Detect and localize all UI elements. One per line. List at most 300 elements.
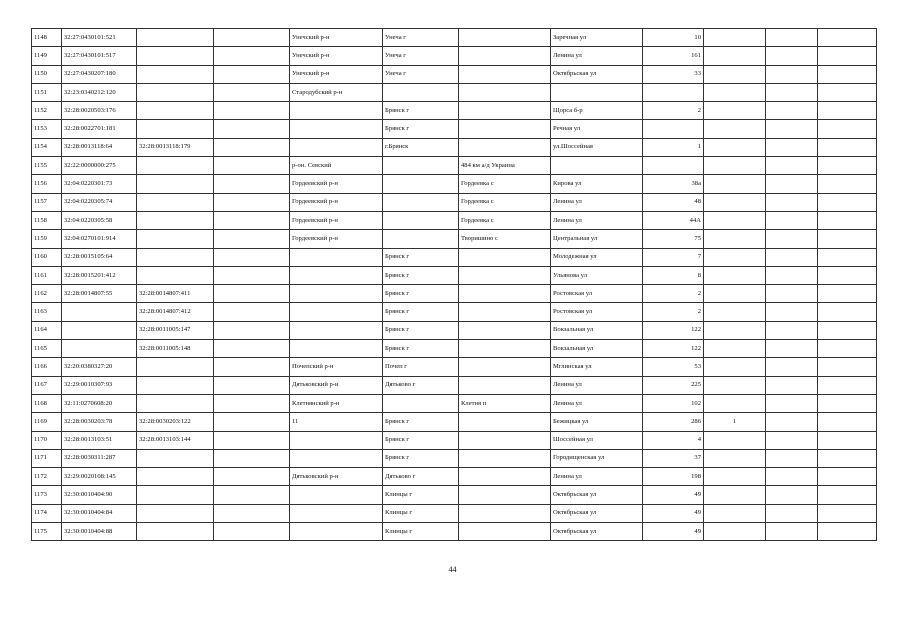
street-cell: Вокзальная ул [551,340,643,358]
extra-cell [704,175,766,193]
street-cell [551,157,643,175]
cadastral-number-cell: 32:27:0430101:521 [62,29,137,47]
extra-cell [766,65,818,83]
city-cell: Брянск г [383,431,459,449]
district-cell [290,303,383,321]
related-cadastral-number-cell [137,358,214,376]
extra-cell [704,29,766,47]
extra-cell [766,321,818,339]
extra-cell [818,340,877,358]
empty-cell [214,47,290,65]
house-number-cell: 198 [643,468,704,486]
row-number-cell: 1164 [32,321,62,339]
extra-cell [766,340,818,358]
table-row [32,413,877,431]
city-cell: Клинцы г [383,486,459,504]
street-cell [551,83,643,101]
extra-cell [818,47,877,65]
extra-cell [818,449,877,467]
extra-cell [704,266,766,284]
extra-cell [766,358,818,376]
street-cell: Ленина ул [551,468,643,486]
settlement-cell [459,65,551,83]
extra-cell [766,47,818,65]
house-number-cell: 10 [643,29,704,47]
extra-cell [704,340,766,358]
extra-cell [704,211,766,229]
table-row [32,340,877,358]
empty-cell [214,102,290,120]
related-cadastral-number-cell [137,394,214,412]
street-cell: Речная ул [551,120,643,138]
extra-cell [704,321,766,339]
empty-cell [214,504,290,522]
extra-cell [818,193,877,211]
empty-cell [214,358,290,376]
district-cell: Унечский р-н [290,47,383,65]
related-cadastral-number-cell [137,230,214,248]
row-number-cell: 1151 [32,83,62,101]
table-row [32,83,877,101]
extra-cell [704,394,766,412]
table-row [32,285,877,303]
settlement-cell [459,266,551,284]
table-row [32,211,877,229]
extra-cell [818,413,877,431]
empty-cell [214,266,290,284]
row-number-cell: 1167 [32,376,62,394]
district-cell: Унечский р-н [290,65,383,83]
extra-cell [818,138,877,156]
extra-cell [766,230,818,248]
house-number-cell: 1 [643,138,704,156]
cadastral-number-cell: 32:04:0220305:58 [62,211,137,229]
empty-cell [214,321,290,339]
house-number-cell: 4 [643,431,704,449]
extra-cell [704,193,766,211]
extra-cell [766,175,818,193]
empty-cell [214,138,290,156]
city-cell: Клинцы г [383,523,459,541]
house-number-cell: 49 [643,504,704,522]
extra-cell [818,486,877,504]
extra-cell [766,157,818,175]
row-number-cell: 1154 [32,138,62,156]
related-cadastral-number-cell: 32:28:0011005:147 [137,321,214,339]
street-cell: Молодежная ул [551,248,643,266]
district-cell [290,138,383,156]
extra-cell [818,211,877,229]
settlement-cell [459,376,551,394]
cadastral-number-cell: 32:23:0340212:120 [62,83,137,101]
settlement-cell: Гордеевка с [459,211,551,229]
table-row [32,175,877,193]
empty-cell [214,486,290,504]
city-cell [383,230,459,248]
settlement-cell [459,504,551,522]
house-number-cell: 44А [643,211,704,229]
district-cell: Унечский р-н [290,29,383,47]
empty-cell [214,303,290,321]
extra-cell [766,523,818,541]
extra-cell [704,486,766,504]
extra-cell [818,65,877,83]
district-cell [290,248,383,266]
table-row [32,358,877,376]
house-number-cell [643,83,704,101]
settlement-cell [459,523,551,541]
table-row [32,468,877,486]
table-row [32,65,877,83]
city-cell: Брянск г [383,285,459,303]
city-cell [383,394,459,412]
row-number-cell: 1149 [32,47,62,65]
settlement-cell [459,340,551,358]
row-number-cell: 1163 [32,303,62,321]
cadastral-number-cell: 32:11:0270608:20 [62,394,137,412]
settlement-cell [459,47,551,65]
registry-table [31,28,877,541]
extra-cell [818,523,877,541]
house-number-cell: 49 [643,523,704,541]
house-number-cell: 2 [643,102,704,120]
cadastral-number-cell: 32:28:0015201:412 [62,266,137,284]
settlement-cell [459,468,551,486]
related-cadastral-number-cell [137,193,214,211]
table-row [32,157,877,175]
city-cell: Дятьково г [383,468,459,486]
row-number-cell: 1159 [32,230,62,248]
row-number-cell: 1160 [32,248,62,266]
row-number-cell: 1165 [32,340,62,358]
row-number-cell: 1152 [32,102,62,120]
empty-cell [214,83,290,101]
street-cell: Щорса б-р [551,102,643,120]
street-cell: Бежицкая ул [551,413,643,431]
city-cell: Дятьково г [383,376,459,394]
table-row [32,138,877,156]
city-cell: Унеча г [383,29,459,47]
row-number-cell: 1174 [32,504,62,522]
related-cadastral-number-cell [137,523,214,541]
table-row [32,47,877,65]
empty-cell [214,431,290,449]
city-cell: г.Брянск [383,138,459,156]
empty-cell [214,523,290,541]
settlement-cell: Клетня п [459,394,551,412]
house-number-cell: 7 [643,248,704,266]
settlement-cell [459,486,551,504]
extra-cell [766,211,818,229]
related-cadastral-number-cell [137,376,214,394]
street-cell: Октябрьская ул [551,486,643,504]
house-number-cell: 38а [643,175,704,193]
house-number-cell [643,157,704,175]
related-cadastral-number-cell [137,120,214,138]
house-number-cell [643,120,704,138]
related-cadastral-number-cell [137,83,214,101]
row-number-cell: 1171 [32,449,62,467]
extra-cell [766,486,818,504]
house-number-cell: 225 [643,376,704,394]
related-cadastral-number-cell [137,47,214,65]
cadastral-number-cell: 32:28:0022701:181 [62,120,137,138]
cadastral-number-cell: 32:29:0010307:93 [62,376,137,394]
street-cell: Ленина ул [551,394,643,412]
table-row [32,486,877,504]
row-number-cell: 1155 [32,157,62,175]
empty-cell [214,211,290,229]
settlement-cell [459,248,551,266]
extra-cell [704,102,766,120]
house-number-cell: 48 [643,193,704,211]
extra-cell [766,285,818,303]
city-cell [383,211,459,229]
extra-cell [818,175,877,193]
empty-cell [214,65,290,83]
extra-cell [818,157,877,175]
extra-cell [818,248,877,266]
city-cell: Унеча г [383,65,459,83]
district-cell [290,340,383,358]
district-cell: Дятьковский р-н [290,468,383,486]
settlement-cell: 484 км а/д Украина [459,157,551,175]
district-cell [290,431,383,449]
row-number-cell: 1175 [32,523,62,541]
street-cell: Ленина ул [551,193,643,211]
city-cell: Унеча г [383,47,459,65]
extra-cell [766,376,818,394]
row-number-cell: 1158 [32,211,62,229]
related-cadastral-number-cell: 32:28:0014807:411 [137,285,214,303]
row-number-cell: 1172 [32,468,62,486]
extra-cell [766,449,818,467]
extra-cell [766,266,818,284]
related-cadastral-number-cell: 32:28:0011005:148 [137,340,214,358]
empty-cell [214,340,290,358]
street-cell: ул.Шоссейная [551,138,643,156]
settlement-cell [459,431,551,449]
district-cell: 11 [290,413,383,431]
city-cell [383,83,459,101]
empty-cell [214,376,290,394]
extra-cell [818,504,877,522]
extra-cell [818,120,877,138]
extra-cell [704,138,766,156]
extra-cell [704,83,766,101]
related-cadastral-number-cell [137,504,214,522]
cadastral-number-cell: 32:29:0020108:145 [62,468,137,486]
related-cadastral-number-cell [137,65,214,83]
related-cadastral-number-cell [137,486,214,504]
empty-cell [214,175,290,193]
cadastral-number-cell: 32:28:0030311:287 [62,449,137,467]
district-cell [290,120,383,138]
city-cell: Брянск г [383,413,459,431]
district-cell [290,504,383,522]
empty-cell [214,248,290,266]
extra-cell [818,102,877,120]
related-cadastral-number-cell [137,211,214,229]
cadastral-number-cell: 32:28:0014807:55 [62,285,137,303]
table-row [32,193,877,211]
cadastral-number-cell: 32:04:0270101:914 [62,230,137,248]
row-number-cell: 1157 [32,193,62,211]
street-cell: Ленина ул [551,211,643,229]
cadastral-number-cell: 32:30:0010404:90 [62,486,137,504]
empty-cell [214,413,290,431]
extra-cell [704,230,766,248]
district-cell [290,523,383,541]
related-cadastral-number-cell [137,102,214,120]
settlement-cell: Творишино с [459,230,551,248]
related-cadastral-number-cell [137,29,214,47]
extra-cell: 1 [704,413,766,431]
cadastral-number-cell: 32:04:0220301:73 [62,175,137,193]
city-cell: Брянск г [383,266,459,284]
cadastral-number-cell: 32:30:0010404:84 [62,504,137,522]
street-cell: Ленина ул [551,47,643,65]
table-row [32,523,877,541]
empty-cell [214,29,290,47]
row-number-cell: 1169 [32,413,62,431]
district-cell: Дятьковский р-н [290,376,383,394]
extra-cell [818,376,877,394]
district-cell [290,266,383,284]
row-number-cell: 1173 [32,486,62,504]
cadastral-number-cell: 32:28:0013103:51 [62,431,137,449]
extra-cell [818,394,877,412]
related-cadastral-number-cell: 32:28:0013118:179 [137,138,214,156]
city-cell [383,175,459,193]
settlement-cell [459,413,551,431]
house-number-cell: 161 [643,47,704,65]
extra-cell [766,303,818,321]
table-row [32,120,877,138]
house-number-cell: 122 [643,340,704,358]
related-cadastral-number-cell [137,175,214,193]
house-number-cell: 102 [643,394,704,412]
related-cadastral-number-cell: 32:28:0013103:144 [137,431,214,449]
extra-cell [704,523,766,541]
house-number-cell: 37 [643,449,704,467]
cadastral-number-cell: 32:22:0000000:275 [62,157,137,175]
settlement-cell [459,449,551,467]
row-number-cell: 1166 [32,358,62,376]
cadastral-number-cell [62,340,137,358]
district-cell [290,321,383,339]
extra-cell [704,303,766,321]
cadastral-number-cell: 32:28:0013118:64 [62,138,137,156]
row-number-cell: 1170 [32,431,62,449]
extra-cell [766,468,818,486]
city-cell: Брянск г [383,102,459,120]
table-row [32,449,877,467]
extra-cell [704,285,766,303]
extra-cell [766,504,818,522]
table-row [32,321,877,339]
table-row [32,29,877,47]
row-number-cell: 1161 [32,266,62,284]
city-cell: Брянск г [383,303,459,321]
settlement-cell [459,321,551,339]
registry-table-body [32,29,877,541]
city-cell: Брянск г [383,449,459,467]
house-number-cell: 286 [643,413,704,431]
extra-cell [704,47,766,65]
house-number-cell: 33 [643,65,704,83]
extra-cell [818,230,877,248]
city-cell: Брянск г [383,120,459,138]
related-cadastral-number-cell [137,157,214,175]
street-cell: Октябрьская ул [551,504,643,522]
district-cell: Гордеевский р-н [290,175,383,193]
cadastral-number-cell: 32:30:0010404:88 [62,523,137,541]
settlement-cell: Гордеевка с [459,175,551,193]
district-cell: р-он. Севский [290,157,383,175]
district-cell [290,449,383,467]
cadastral-number-cell: 32:04:0220305:74 [62,193,137,211]
extra-cell [818,266,877,284]
table-row [32,431,877,449]
house-number-cell: 2 [643,285,704,303]
settlement-cell [459,83,551,101]
extra-cell [704,157,766,175]
cadastral-number-cell: 32:28:0020503:176 [62,102,137,120]
empty-cell [214,449,290,467]
table-row [32,230,877,248]
settlement-cell [459,285,551,303]
settlement-cell [459,120,551,138]
related-cadastral-number-cell: 32:28:0030203:122 [137,413,214,431]
extra-cell [766,248,818,266]
table-row [32,376,877,394]
extra-cell [766,394,818,412]
extra-cell [704,449,766,467]
city-cell: Клинцы г [383,504,459,522]
cadastral-number-cell: 32:28:0030203:78 [62,413,137,431]
house-number-cell: 2 [643,303,704,321]
cadastral-number-cell: 32:20:0380327:20 [62,358,137,376]
row-number-cell: 1156 [32,175,62,193]
table-row [32,504,877,522]
extra-cell [766,120,818,138]
extra-cell [818,83,877,101]
settlement-cell [459,303,551,321]
street-cell: Вокзальная ул [551,321,643,339]
table-row [32,266,877,284]
table-row [32,394,877,412]
street-cell: Октябрьская ул [551,65,643,83]
empty-cell [214,120,290,138]
extra-cell [818,29,877,47]
street-cell: Ростовская ул [551,285,643,303]
table-row [32,102,877,120]
row-number-cell: 1153 [32,120,62,138]
street-cell: Шоссейная ул [551,431,643,449]
city-cell [383,193,459,211]
district-cell: Гордеевский р-н [290,193,383,211]
city-cell: Почеп г [383,358,459,376]
extra-cell [704,504,766,522]
extra-cell [704,376,766,394]
district-cell: Гордеевский р-н [290,211,383,229]
extra-cell [704,248,766,266]
city-cell: Брянск г [383,321,459,339]
house-number-cell: 49 [643,486,704,504]
row-number-cell: 1168 [32,394,62,412]
district-cell: Клетнянский р-н [290,394,383,412]
